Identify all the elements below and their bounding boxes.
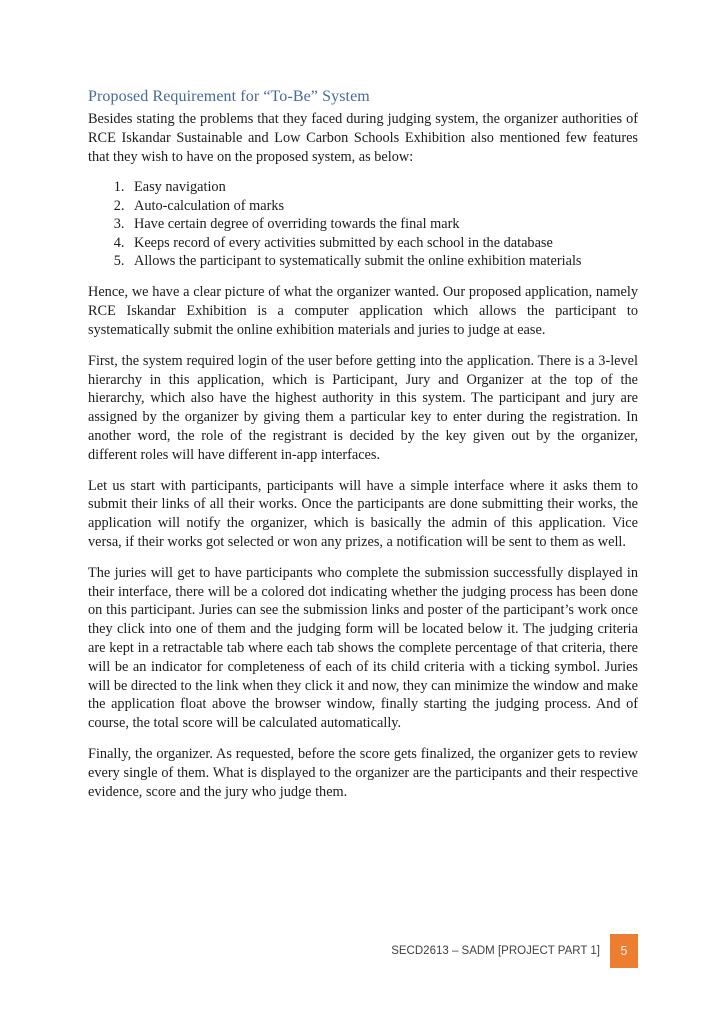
section-heading: Proposed Requirement for “To-Be” System: [88, 88, 370, 105]
body-paragraph: Let us start with participants, participants will have a simple interface where it asks them to submit their links of all their works. Once the participants are done submitting their works, the application will notify the organizer, which is basically the admin of this application. Vice versa, if their works got selected or won any prizes, a notification will be sent to them as well.: [88, 477, 638, 550]
body-paragraph: The juries will get to have participants who complete the submission successfully displayed in their interface, there will be a colored dot indicating whether the judging process has been done on this participant. Juries can see the submission links and poster of the participant’s work once they click into one of them and the judging form will be located below it. The judging criteria are kept in a retractable tab where each tab shows the complete percentage of that criteria, there will be an indicator for completeness of each of its child criteria with a ticking symbol. Juries will be directed to the link when they click it and now, they can minimize the window and make the application float above the browser window, finally starting the judging process. And of course, the total score will be calculated automatically.: [88, 564, 638, 732]
body-paragraph: Finally, the organizer. As requested, before the score gets finalized, the organizer gets to review every single of them. What is displayed to the organizer are the participants and their respective evidence, score and the jury who judge them.: [88, 745, 638, 800]
page-number-badge: 5: [610, 934, 638, 968]
intro-paragraph: Besides stating the problems that they faced during judging system, the organizer authorities of RCE Iskandar Sustainable and Low Carbon Schools Exhibition also mentioned few features that they wish to have on the proposed system, as below:: [88, 111, 638, 165]
list-item: 5. Allows the participant to systematically submit the online exhibition materials: [128, 252, 638, 270]
page-footer: [391, 934, 638, 968]
list-item: 3. Have certain degree of overriding towards the final mark: [128, 215, 638, 233]
body-paragraph: Hence, we have a clear picture of what the organizer wanted. Our proposed application, namely RCE Iskandar Exhibition is a computer application which allows the participant to systematically submit the online exhibition materials and juries to judge at ease.: [88, 284, 638, 339]
body-paragraph: First, the system required login of the user before getting into the application. There is a 3-level hierarchy in this application, which is Participant, Jury and Organizer at the top of the hierarchy, which also have the highest authority in this system. The participant and jury are assigned by the organizer by giving them a particular key to enter during the registration. In another word, the role of the registrant is decided by the key given out by the organizer, different roles will have different in-app interfaces.: [88, 352, 638, 463]
list-item: 1. Easy navigation: [128, 178, 638, 196]
feature-list: [88, 178, 638, 270]
document-page: [88, 88, 638, 813]
list-item: 2. Auto-calculation of marks: [128, 197, 638, 215]
footer-course-label: SECD2613 – SADM [PROJECT PART 1]: [391, 945, 600, 957]
list-item: 4. Keeps record of every activities submitted by each school in the database: [128, 234, 638, 252]
